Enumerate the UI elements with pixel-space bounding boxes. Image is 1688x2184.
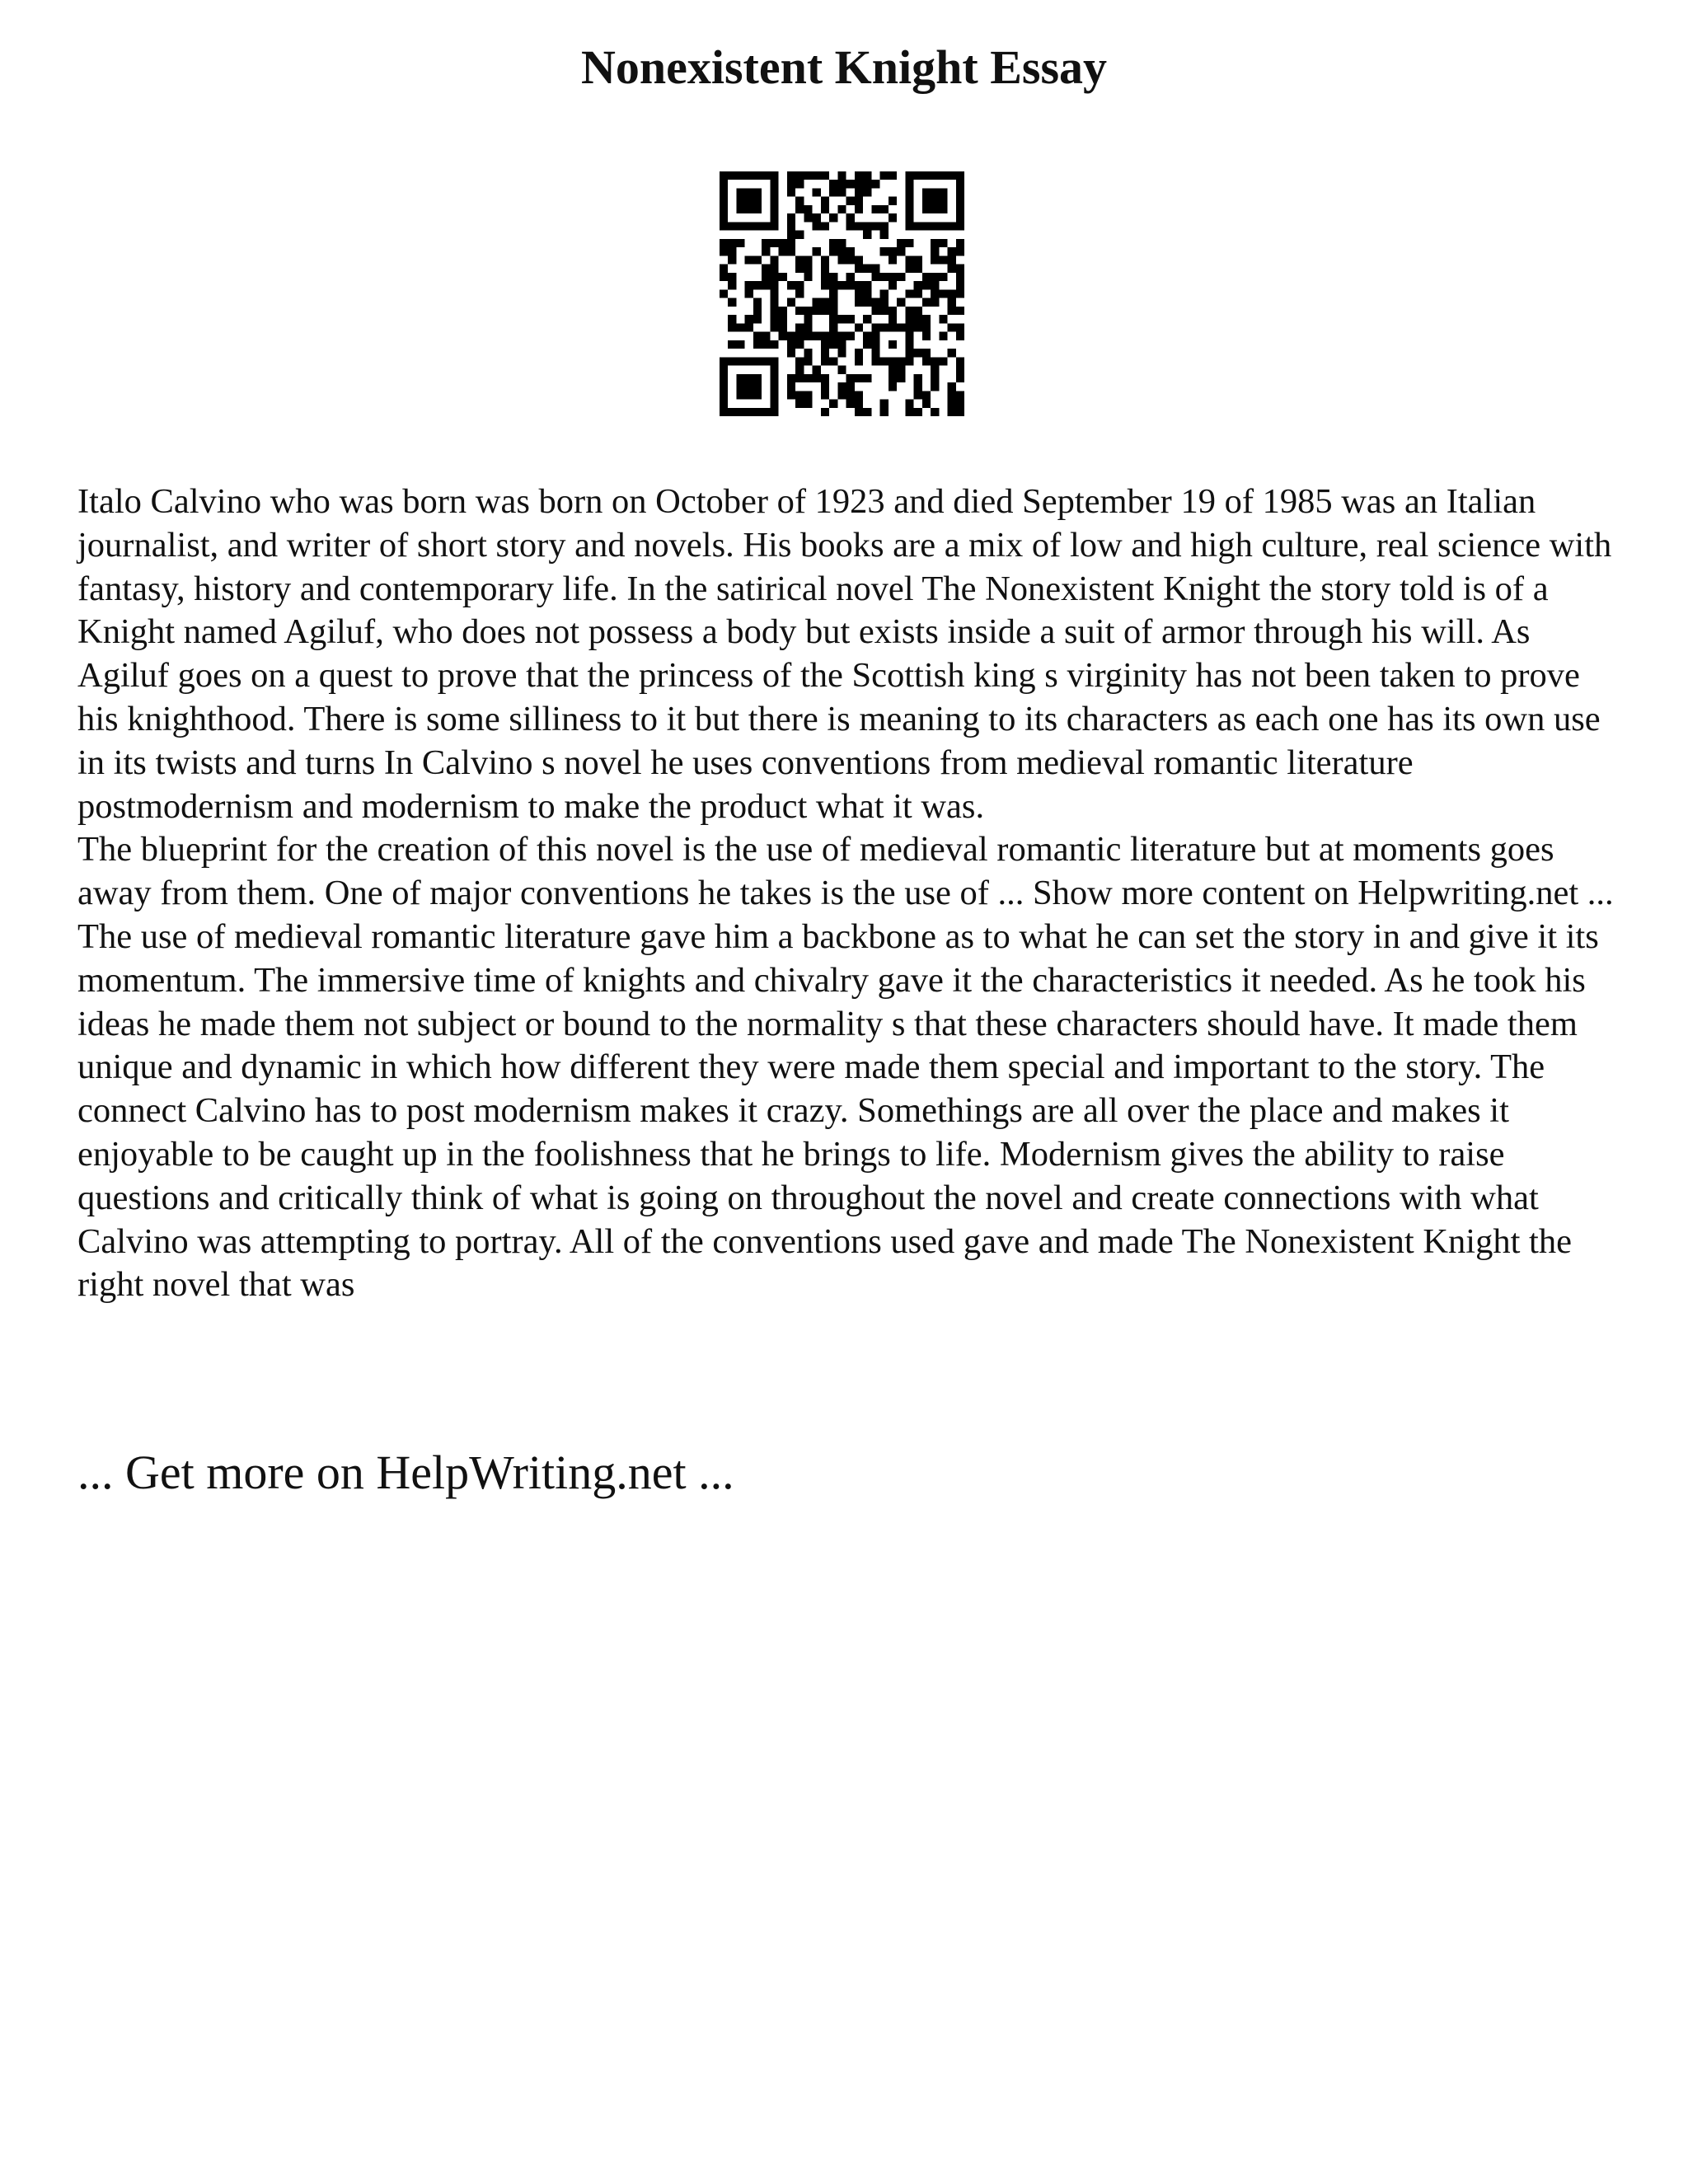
- essay-paragraph-2: The blueprint for the creation of this novel is the use of medieval romantic literature but at moments goes away from them. One of major conventions he takes is the use of ... Show more content on Helpwriting.net ...: [77, 830, 1614, 913]
- essay-paragraph-1: Italo Calvino who was born was born on October of 1923 and died September 19 of 1985 was an Italian journalist, and writer of short story and novels. His books are a mix of low and high culture, real science with fantasy, history and contemporary life. In the satirical novel The Nonexistent Knight the story told is of a Knight named Agiluf, who does not possess a body but exists inside a suit of armor through his will. As Agiluf goes on a quest to prove that the princess of the Scottish king s virginity has not been taken to prove his knighthood. There is some silliness to it but there is meaning to its characters as each one has its own use in its twists and turns In Calvino s novel he uses conventions from medieval romantic literature postmodernism and modernism to make the product what it was.: [77, 482, 1612, 826]
- essay-body: [77, 480, 1627, 1307]
- qr-code-icon: [720, 171, 964, 416]
- essay-paragraph-3: The use of medieval romantic literature gave him a backbone as to what he can set the story in and give it its momentum. The immersive time of knights and chivalry gave it the characteristics it needed. As he took his ideas he made them not subject or bound to the normality s that these characters should have. It made them unique and dynamic in which how different they were made them special and important to the story. The connect Calvino has to post modernism makes it crazy. Somethings are all over the place and makes it enjoyable to be caught up in the foolishness that he brings to life. Modernism gives the ability to raise questions and critically think of what is going on throughout the novel and create connections with what Calvino was attempting to portray. All of the conventions used gave and made The Nonexistent Knight the right novel that was: [77, 916, 1599, 1305]
- page-title: Nonexistent Knight Essay: [580, 40, 1108, 94]
- get-more-link[interactable]: ... Get more on HelpWriting.net ...: [77, 1446, 734, 1499]
